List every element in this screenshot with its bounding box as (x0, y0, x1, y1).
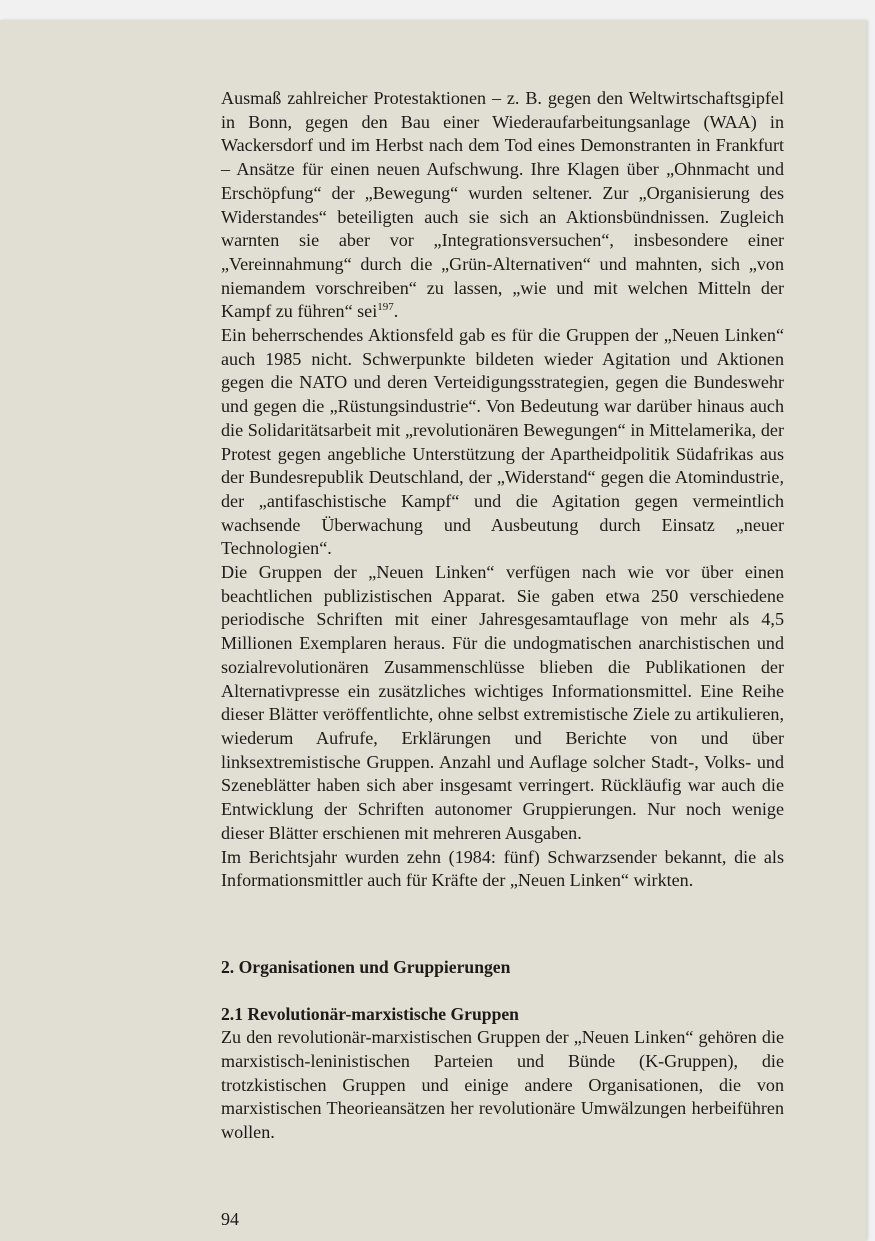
paragraph-publications: Die Gruppen der „Neuen Linken“ verfügen nach wie vor über einen beachtlichen publizistischen Apparat. Sie gaben etwa 250 verschiedene periodische Schriften mit einer Jahresgesamtauflage von mehr als 4,5 Millionen Exemplaren heraus. Für die undogmatischen anarchistischen und sozialrevolutionären Zusammenschlüsse blieben die Publikationen der Alternativpresse ein zusätzliches wichtiges Informationsmittel. Eine Reihe dieser Blätter veröffentlichte, ohne selbst extremistische Ziele zu artikulieren, wiederum Aufrufe, Erklärungen und Berichte von und über linksextremistische Gruppen. Anzahl und Auflage solcher Stadt-, Volks- und Szeneblätter haben sich aber insgesamt verringert. Rückläufig war auch die Entwicklung der Schriften autonomer Gruppierungen. Nur noch wenige dieser Blätter erschienen mit mehreren Ausgaben. (221, 562, 784, 843)
page-body (221, 87, 784, 1145)
paragraph-pirate-radio: Im Berichtsjahr wurden zehn (1984: fünf) Schwarzsender bekannt, die als Informationsmittler auch für Kräfte der „Neuen Linken“ wirkten. (221, 846, 784, 891)
paragraph-action-fields: Ein beherrschendes Aktionsfeld gab es für die Gruppen der „Neuen Linken“ auch 1985 nicht. Schwerpunkte bildeten wieder Agitation und Aktionen gegen die NATO und deren Verteidigungsstrategien, gegen die Bundeswehr und gegen die „Rüstungsindustrie“. Von Bedeutung war darüber hinaus auch die Solidaritätsarbeit mit „revolutionären Bewegungen“ in Mittelamerika, der Protest gegen angebliche Unterstützung der Apartheidpolitik Südafrikas aus der Bundesrepublik Deutschland, der „Widerstand“ gegen die Atomindustrie, der „antifaschistische Kampf“ und die Agitation gegen vermeintlich wachsende Überwachung und Ausbeutung durch Einsatz „neuer Technologien“. (221, 325, 784, 559)
paragraph-marxist-groups: Zu den revolutionär-marxistischen Gruppen der „Neuen Linken“ gehören die marxistisch-leninistischen Parteien und Bünde (K-Gruppen), die trotzkistischen Gruppen und einige andere Organisationen, die von marxistischen Theorieansätzen her revolutionäre Umwälzungen herbeiführen wollen. (221, 1027, 784, 1143)
page-number: 94 (221, 1209, 239, 1229)
subsection-heading: 2.1 Revolutionär-marxistische Gruppen (221, 1003, 519, 1024)
paragraph-text: Ausmaß zahlreicher Protestaktionen – z. B. gegen den Weltwirtschaftsgipfel in Bonn, gegen den Bau einer Wiederaufarbeitungsanlage (WAA) in Wackersdorf und im Herbst nach dem Tod eines Demonstranten in Frankfurt – Ansätze für einen neuen Aufschwung. Ihre Klagen über „Ohnmacht und Erschöpfung“ der „Bewegung“ wurden seltener. Zur „Organisierung des Widerstandes“ beteiligten auch sie sich an Aktionsbündnissen. Zugleich warnten sie aber vor „Integrationsversuchen“, insbesondere einer „Vereinnahmung“ durch die „Grün-Alternativen“ und mahnten, sich „von niemandem vorschreiben“ zu lassen, „wie und mit welchen Mitteln der Kampf zu führen“ sei (221, 88, 784, 322)
section-heading: 2. Organisationen und Gruppierungen (221, 956, 511, 977)
paragraph-protest-actions (221, 87, 784, 324)
paragraph-tail: . (393, 301, 399, 322)
footnote-reference: 197 (377, 301, 394, 314)
